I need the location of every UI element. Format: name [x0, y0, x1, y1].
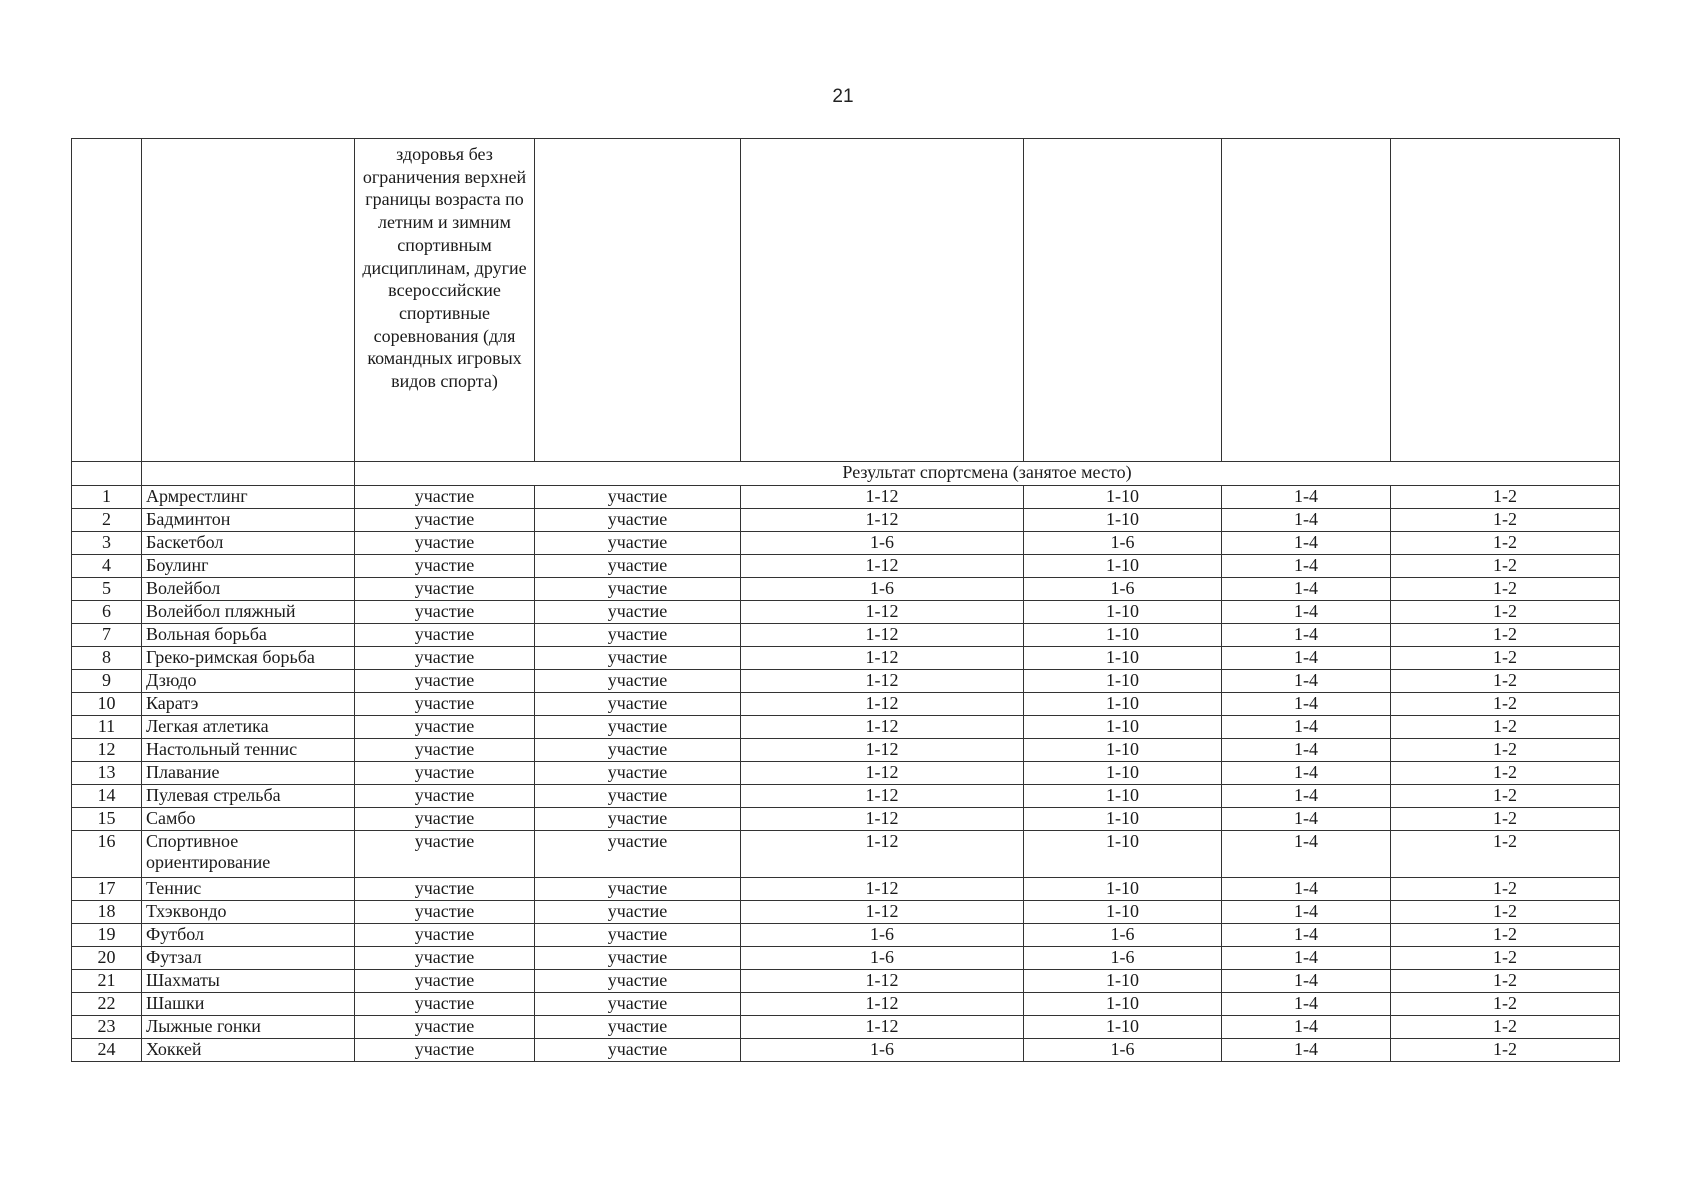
col4-value: участие — [535, 947, 741, 970]
sport-name: Боулинг — [142, 555, 355, 578]
table-row — [72, 762, 1620, 785]
col5-value: 1-12 — [741, 1016, 1024, 1039]
col3-value: участие — [355, 647, 535, 670]
col3-value: участие — [355, 670, 535, 693]
col5-value: 1-12 — [741, 970, 1024, 993]
row-number: 17 — [72, 878, 142, 901]
col7-value: 1-4 — [1222, 831, 1391, 878]
table-row — [72, 624, 1620, 647]
col4-value: участие — [535, 878, 741, 901]
col4-value: участие — [535, 739, 741, 762]
col7-value: 1-4 — [1222, 1039, 1391, 1062]
header-cell-sport — [142, 139, 355, 462]
col3-value: участие — [355, 901, 535, 924]
col8-value: 1-2 — [1391, 1039, 1620, 1062]
sport-name: Хоккей — [142, 1039, 355, 1062]
col7-value: 1-4 — [1222, 878, 1391, 901]
row-number: 5 — [72, 578, 142, 601]
col5-value: 1-6 — [741, 947, 1024, 970]
table-row — [72, 555, 1620, 578]
col5-value: 1-12 — [741, 762, 1024, 785]
col3-value: участие — [355, 693, 535, 716]
sport-name: Греко-римская борьба — [142, 647, 355, 670]
col8-value: 1-2 — [1391, 785, 1620, 808]
row-number: 19 — [72, 924, 142, 947]
col3-value: участие — [355, 739, 535, 762]
col6-value: 1-6 — [1024, 578, 1222, 601]
sports-results-table — [71, 138, 1620, 1062]
col6-value: 1-6 — [1024, 924, 1222, 947]
col3-value: участие — [355, 624, 535, 647]
col8-value: 1-2 — [1391, 670, 1620, 693]
col8-value: 1-2 — [1391, 578, 1620, 601]
col6-value: 1-10 — [1024, 555, 1222, 578]
row-number: 6 — [72, 601, 142, 624]
col7-value: 1-4 — [1222, 993, 1391, 1016]
col7-value: 1-4 — [1222, 670, 1391, 693]
col7-value: 1-4 — [1222, 716, 1391, 739]
table-row — [72, 739, 1620, 762]
table-row — [72, 1039, 1620, 1062]
col6-value: 1-10 — [1024, 808, 1222, 831]
sport-name: Армрестлинг — [142, 486, 355, 509]
col4-value: участие — [535, 624, 741, 647]
col3-value: участие — [355, 970, 535, 993]
col6-value: 1-10 — [1024, 693, 1222, 716]
col5-value: 1-12 — [741, 601, 1024, 624]
col7-value: 1-4 — [1222, 808, 1391, 831]
col4-value: участие — [535, 509, 741, 532]
col4-value: участие — [535, 647, 741, 670]
col7-value: 1-4 — [1222, 509, 1391, 532]
col8-value: 1-2 — [1391, 878, 1620, 901]
col3-value: участие — [355, 532, 535, 555]
col6-value: 1-10 — [1024, 624, 1222, 647]
col7-value: 1-4 — [1222, 555, 1391, 578]
sport-name: Вольная борьба — [142, 624, 355, 647]
row-number: 1 — [72, 486, 142, 509]
col7-value: 1-4 — [1222, 901, 1391, 924]
row-number: 2 — [72, 509, 142, 532]
col5-value: 1-12 — [741, 808, 1024, 831]
table-row — [72, 831, 1620, 878]
header-cell-5 — [741, 139, 1024, 462]
col7-value: 1-4 — [1222, 624, 1391, 647]
table-row — [72, 1016, 1620, 1039]
col3-value: участие — [355, 878, 535, 901]
header-cell-4 — [535, 139, 741, 462]
col4-value: участие — [535, 785, 741, 808]
header-continuation-text: здоровья без ограничения верхней границы возраста по летним и зимним спортивным дисциплинам, другие всероссийские спортивные соревнования (для командных игровых видов спорта) — [355, 139, 535, 462]
col6-value: 1-6 — [1024, 947, 1222, 970]
col3-value: участие — [355, 716, 535, 739]
row-number: 12 — [72, 739, 142, 762]
sport-name: Шахматы — [142, 970, 355, 993]
col4-value: участие — [535, 532, 741, 555]
col6-value: 1-10 — [1024, 509, 1222, 532]
col7-value: 1-4 — [1222, 532, 1391, 555]
result-caption: Результат спортсмена (занятое место) — [355, 462, 1620, 486]
col8-value: 1-2 — [1391, 532, 1620, 555]
col5-value: 1-12 — [741, 716, 1024, 739]
col8-value: 1-2 — [1391, 924, 1620, 947]
col4-value: участие — [535, 993, 741, 1016]
col5-value: 1-12 — [741, 555, 1024, 578]
sport-name: Пулевая стрельба — [142, 785, 355, 808]
row-number: 4 — [72, 555, 142, 578]
col5-value: 1-12 — [741, 647, 1024, 670]
col3-value: участие — [355, 578, 535, 601]
table-row — [72, 716, 1620, 739]
caption-cell-num — [72, 462, 142, 486]
sport-name: Каратэ — [142, 693, 355, 716]
sport-name: Баскетбол — [142, 532, 355, 555]
sport-name: Настольный теннис — [142, 739, 355, 762]
row-number: 10 — [72, 693, 142, 716]
col4-value: участие — [535, 555, 741, 578]
col6-value: 1-10 — [1024, 831, 1222, 878]
col7-value: 1-4 — [1222, 578, 1391, 601]
sport-name: Теннис — [142, 878, 355, 901]
col3-value: участие — [355, 808, 535, 831]
sport-name: Волейбол пляжный — [142, 601, 355, 624]
table-row — [72, 647, 1620, 670]
col6-value: 1-10 — [1024, 901, 1222, 924]
row-number: 22 — [72, 993, 142, 1016]
col6-value: 1-10 — [1024, 1016, 1222, 1039]
col8-value: 1-2 — [1391, 601, 1620, 624]
col6-value: 1-10 — [1024, 993, 1222, 1016]
col5-value: 1-6 — [741, 532, 1024, 555]
col5-value: 1-12 — [741, 693, 1024, 716]
col8-value: 1-2 — [1391, 509, 1620, 532]
col3-value: участие — [355, 601, 535, 624]
col6-value: 1-10 — [1024, 601, 1222, 624]
row-number: 9 — [72, 670, 142, 693]
col7-value: 1-4 — [1222, 924, 1391, 947]
col3-value: участие — [355, 486, 535, 509]
col8-value: 1-2 — [1391, 624, 1620, 647]
col8-value: 1-2 — [1391, 970, 1620, 993]
col7-value: 1-4 — [1222, 739, 1391, 762]
sport-name: Волейбол — [142, 578, 355, 601]
sport-name: Дзюдо — [142, 670, 355, 693]
col4-value: участие — [535, 901, 741, 924]
header-cell-7 — [1222, 139, 1391, 462]
col6-value: 1-10 — [1024, 716, 1222, 739]
col6-value: 1-10 — [1024, 647, 1222, 670]
col8-value: 1-2 — [1391, 762, 1620, 785]
col4-value: участие — [535, 970, 741, 993]
col6-value: 1-6 — [1024, 532, 1222, 555]
header-continuation-row — [72, 139, 1620, 462]
col5-value: 1-12 — [741, 878, 1024, 901]
col3-value: участие — [355, 509, 535, 532]
table-row — [72, 578, 1620, 601]
row-number: 11 — [72, 716, 142, 739]
col5-value: 1-12 — [741, 509, 1024, 532]
col6-value: 1-6 — [1024, 1039, 1222, 1062]
col8-value: 1-2 — [1391, 486, 1620, 509]
col5-value: 1-6 — [741, 578, 1024, 601]
col5-value: 1-12 — [741, 624, 1024, 647]
result-caption-row — [72, 462, 1620, 486]
col5-value: 1-6 — [741, 924, 1024, 947]
sport-name: Футзал — [142, 947, 355, 970]
col7-value: 1-4 — [1222, 1016, 1391, 1039]
col5-value: 1-12 — [741, 785, 1024, 808]
col4-value: участие — [535, 716, 741, 739]
sport-name: Лыжные гонки — [142, 1016, 355, 1039]
row-number: 16 — [72, 831, 142, 878]
col4-value: участие — [535, 670, 741, 693]
col8-value: 1-2 — [1391, 647, 1620, 670]
col4-value: участие — [535, 924, 741, 947]
row-number: 24 — [72, 1039, 142, 1062]
row-number: 20 — [72, 947, 142, 970]
table-row — [72, 670, 1620, 693]
col7-value: 1-4 — [1222, 486, 1391, 509]
col8-value: 1-2 — [1391, 831, 1620, 878]
table-row — [72, 785, 1620, 808]
sport-name: Плавание — [142, 762, 355, 785]
col6-value: 1-10 — [1024, 878, 1222, 901]
col5-value: 1-6 — [741, 1039, 1024, 1062]
row-number: 14 — [72, 785, 142, 808]
header-cell-6 — [1024, 139, 1222, 462]
col6-value: 1-10 — [1024, 670, 1222, 693]
table-row — [72, 693, 1620, 716]
row-number: 3 — [72, 532, 142, 555]
col3-value: участие — [355, 993, 535, 1016]
row-number: 23 — [72, 1016, 142, 1039]
col4-value: участие — [535, 831, 741, 878]
col4-value: участие — [535, 762, 741, 785]
col4-value: участие — [535, 578, 741, 601]
col3-value: участие — [355, 555, 535, 578]
row-number: 8 — [72, 647, 142, 670]
table-row — [72, 878, 1620, 901]
col3-value: участие — [355, 785, 535, 808]
table-row — [72, 970, 1620, 993]
col3-value: участие — [355, 1016, 535, 1039]
col6-value: 1-10 — [1024, 970, 1222, 993]
table-row — [72, 601, 1620, 624]
col8-value: 1-2 — [1391, 555, 1620, 578]
col7-value: 1-4 — [1222, 762, 1391, 785]
header-cell-num — [72, 139, 142, 462]
col6-value: 1-10 — [1024, 739, 1222, 762]
col8-value: 1-2 — [1391, 739, 1620, 762]
col4-value: участие — [535, 693, 741, 716]
col7-value: 1-4 — [1222, 601, 1391, 624]
sport-name: Тхэквондо — [142, 901, 355, 924]
sport-name: Бадминтон — [142, 509, 355, 532]
table-row — [72, 924, 1620, 947]
col7-value: 1-4 — [1222, 693, 1391, 716]
col3-value: участие — [355, 1039, 535, 1062]
table-row — [72, 947, 1620, 970]
sport-name: Легкая атлетика — [142, 716, 355, 739]
sport-name: Футбол — [142, 924, 355, 947]
col6-value: 1-10 — [1024, 785, 1222, 808]
col7-value: 1-4 — [1222, 970, 1391, 993]
col3-value: участие — [355, 831, 535, 878]
col5-value: 1-12 — [741, 670, 1024, 693]
table-row — [72, 509, 1620, 532]
table-row — [72, 486, 1620, 509]
col5-value: 1-12 — [741, 901, 1024, 924]
col6-value: 1-10 — [1024, 762, 1222, 785]
row-number: 7 — [72, 624, 142, 647]
page-number: 21 — [832, 86, 854, 107]
col5-value: 1-12 — [741, 739, 1024, 762]
col8-value: 1-2 — [1391, 901, 1620, 924]
sport-name: Спортивное ориентирование — [142, 831, 355, 878]
col7-value: 1-4 — [1222, 647, 1391, 670]
sport-name: Шашки — [142, 993, 355, 1016]
col6-value: 1-10 — [1024, 486, 1222, 509]
col8-value: 1-2 — [1391, 808, 1620, 831]
col3-value: участие — [355, 924, 535, 947]
sport-name: Самбо — [142, 808, 355, 831]
table-body — [72, 139, 1620, 1062]
col5-value: 1-12 — [741, 831, 1024, 878]
caption-cell-sport — [142, 462, 355, 486]
table-row — [72, 901, 1620, 924]
col4-value: участие — [535, 1039, 741, 1062]
col3-value: участие — [355, 762, 535, 785]
col3-value: участие — [355, 947, 535, 970]
table-row — [72, 808, 1620, 831]
col8-value: 1-2 — [1391, 693, 1620, 716]
table-row — [72, 532, 1620, 555]
row-number: 15 — [72, 808, 142, 831]
col4-value: участие — [535, 601, 741, 624]
table-row — [72, 993, 1620, 1016]
col4-value: участие — [535, 486, 741, 509]
col5-value: 1-12 — [741, 993, 1024, 1016]
col8-value: 1-2 — [1391, 993, 1620, 1016]
col7-value: 1-4 — [1222, 947, 1391, 970]
col8-value: 1-2 — [1391, 716, 1620, 739]
header-cell-8 — [1391, 139, 1620, 462]
col4-value: участие — [535, 808, 741, 831]
col8-value: 1-2 — [1391, 947, 1620, 970]
col4-value: участие — [535, 1016, 741, 1039]
row-number: 21 — [72, 970, 142, 993]
col5-value: 1-12 — [741, 486, 1024, 509]
row-number: 18 — [72, 901, 142, 924]
row-number: 13 — [72, 762, 142, 785]
col7-value: 1-4 — [1222, 785, 1391, 808]
col8-value: 1-2 — [1391, 1016, 1620, 1039]
